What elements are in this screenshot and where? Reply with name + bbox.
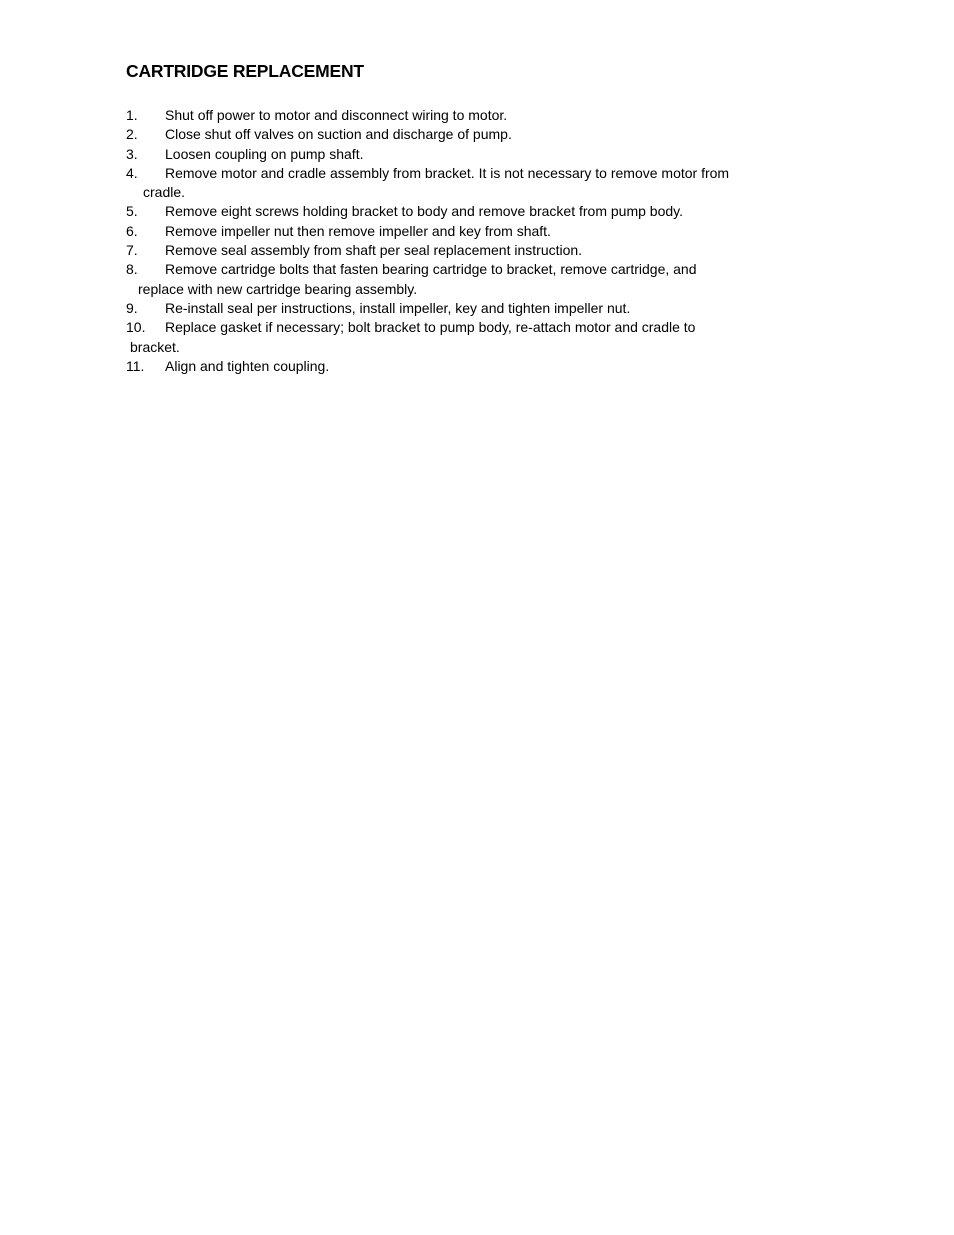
step-continuation: replace with new cartridge bearing assembly. [138, 280, 418, 297]
step-continuation: cradle. [143, 184, 186, 201]
list-item [126, 241, 826, 260]
step-text: Align and tighten coupling. [165, 357, 330, 374]
step-text: Remove impeller nut then remove impeller and key from shaft. [165, 222, 551, 239]
list-item [126, 260, 826, 299]
step-number: 11. [126, 357, 145, 374]
step-text: Remove motor and cradle assembly from bracket. It is not necessary to remove motor from [165, 164, 730, 181]
list-item [126, 202, 826, 221]
step-number: 8. [126, 261, 138, 278]
step-number: 6. [126, 222, 138, 239]
step-number: 10. [126, 319, 146, 336]
step-number: 5. [126, 203, 138, 220]
list-item [126, 222, 826, 241]
list-item [126, 106, 826, 125]
list-item [126, 164, 826, 203]
list-item [126, 299, 826, 318]
step-text: Remove eight screws holding bracket to body and remove bracket from pump body. [165, 203, 683, 220]
step-number: 7. [126, 242, 138, 259]
step-text: Shut off power to motor and disconnect wiring to motor. [165, 107, 508, 123]
step-text: Remove cartridge bolts that fasten bearing cartridge to bracket, remove cartridge, and [165, 261, 697, 278]
list-item [126, 318, 826, 357]
instruction-list [126, 106, 826, 376]
step-number: 3. [126, 145, 138, 162]
step-number: 4. [126, 164, 138, 181]
step-number: 2. [126, 126, 138, 143]
step-text: Replace gasket if necessary; bolt bracket to pump body, re-attach motor and cradle to [165, 319, 696, 336]
step-text: Loosen coupling on pump shaft. [165, 145, 364, 162]
list-item [126, 357, 826, 376]
page-title: CARTRIDGE REPLACEMENT [126, 61, 364, 81]
step-text: Close shut off valves on suction and discharge of pump. [165, 126, 512, 143]
step-text: Remove seal assembly from shaft per seal replacement instruction. [165, 242, 583, 259]
list-item [126, 145, 826, 164]
step-text: Re-install seal per instructions, install impeller, key and tighten impeller nut. [165, 299, 631, 316]
list-item [126, 125, 826, 144]
step-number: 1. [126, 107, 138, 123]
step-number: 9. [126, 299, 138, 316]
step-continuation: bracket. [130, 338, 180, 355]
